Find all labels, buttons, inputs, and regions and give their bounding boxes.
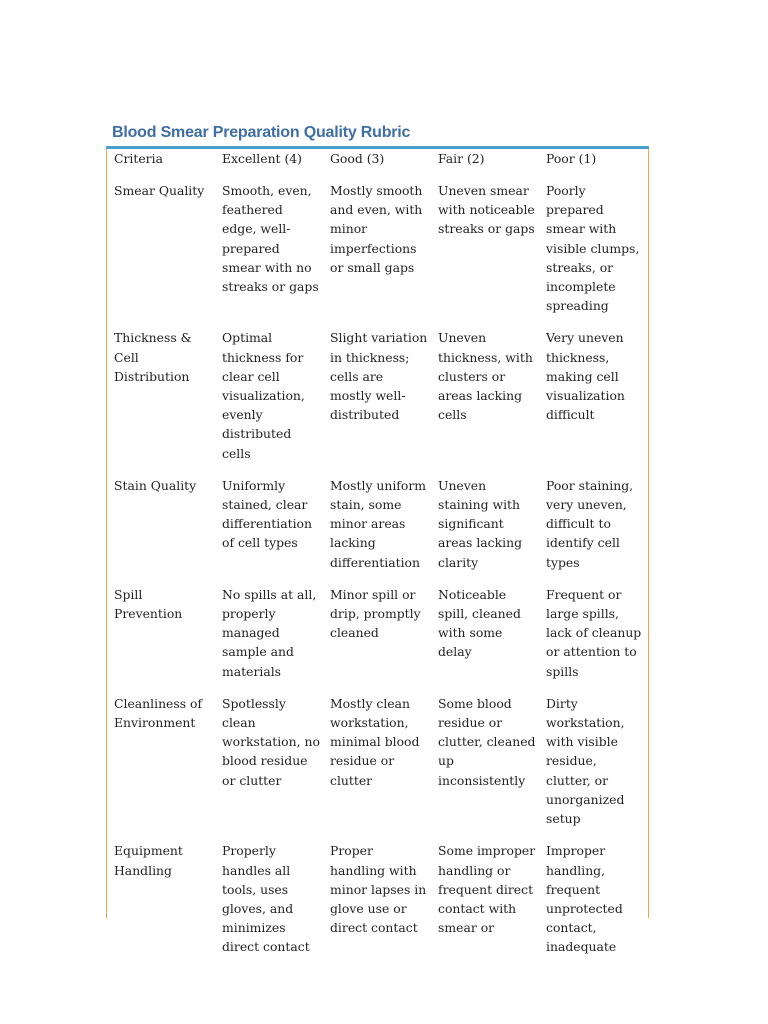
rubric-table-frame bbox=[106, 149, 649, 955]
header-row bbox=[107, 149, 648, 181]
table-row bbox=[107, 694, 648, 841]
criteria-cell: Cleanliness of Environment bbox=[114, 695, 203, 731]
table-row bbox=[107, 181, 648, 328]
header-criteria: Criteria bbox=[114, 151, 163, 166]
fair-cell: Uneven staining with significant areas lacking clarity bbox=[438, 477, 522, 570]
good-cell: Minor spill or drip, promptly cleaned bbox=[330, 586, 421, 641]
fair-cell: Uneven smear with noticeable streaks or gaps bbox=[438, 183, 535, 237]
header-excellent: Excellent (4) bbox=[222, 151, 303, 166]
excellent-cell: Properly handles all tools, uses gloves, and minimizes direct contact bbox=[222, 843, 310, 955]
header-fair: Fair (2) bbox=[438, 151, 485, 166]
fair-cell: Uneven thickness, with clusters or areas lacking cells bbox=[438, 330, 533, 423]
excellent-cell: Optimal thickness for clear cell visualization, evenly distributed cells bbox=[222, 330, 305, 461]
fair-cell: Some blood residue or clutter, cleaned up inconsistently bbox=[438, 695, 536, 788]
poor-cell: Frequent or large spills, lack of cleanup or attention to spills bbox=[546, 586, 642, 679]
poor-cell: Poor staining, very uneven, difficult to identify cell types bbox=[546, 477, 634, 570]
criteria-cell: Stain Quality bbox=[114, 477, 197, 493]
header-poor: Poor (1) bbox=[546, 151, 597, 166]
fair-cell: Noticeable spill, cleaned with some delay bbox=[438, 586, 521, 660]
table-row bbox=[107, 841, 648, 969]
poor-cell: Poorly prepared smear with visible clumps, streaks, or incomplete spreading bbox=[546, 183, 640, 314]
poor-cell: Dirty workstation, with visible residue, clutter, or unorganized setup bbox=[546, 695, 625, 827]
criteria-cell: Equipment Handling bbox=[114, 843, 183, 878]
table-row bbox=[107, 328, 648, 475]
criteria-cell: Thickness & Cell Distribution bbox=[114, 330, 192, 384]
criteria-cell: Spill Prevention bbox=[114, 586, 183, 622]
poor-cell: Very uneven thickness, making cell visualization difficult bbox=[546, 330, 625, 423]
table-row bbox=[107, 476, 648, 585]
rubric-table bbox=[107, 149, 648, 970]
fair-cell: Some improper handling or frequent direct contact with smear or bbox=[438, 843, 536, 936]
criteria-cell: Smear Quality bbox=[114, 183, 205, 198]
excellent-cell: Spotlessly clean workstation, no blood residue or clutter bbox=[222, 695, 320, 788]
header-good: Good (3) bbox=[330, 151, 385, 166]
excellent-cell: No spills at all, properly managed sample and materials bbox=[222, 586, 317, 679]
good-cell: Mostly smooth and even, with minor imperfections or small gaps bbox=[330, 183, 423, 275]
good-cell: Slight variation in thickness; cells are mostly well-distributed bbox=[330, 330, 428, 423]
excellent-cell: Smooth, even, feathered edge, well-prepared smear with no streaks or gaps bbox=[222, 183, 319, 295]
good-cell: Proper handling with minor lapses in glove use or direct contact bbox=[330, 843, 427, 936]
good-cell: Mostly clean workstation, minimal blood residue or clutter bbox=[330, 695, 420, 788]
poor-cell: Improper handling, frequent unprotected contact, inadequate bbox=[546, 843, 623, 955]
excellent-cell: Uniformly stained, clear differentiation of cell types bbox=[222, 477, 312, 551]
document-title: Blood Smear Preparation Quality Rubric bbox=[112, 124, 411, 141]
table-row bbox=[107, 585, 648, 694]
good-cell: Mostly uniform stain, some minor areas lacking differentiation bbox=[330, 477, 427, 570]
